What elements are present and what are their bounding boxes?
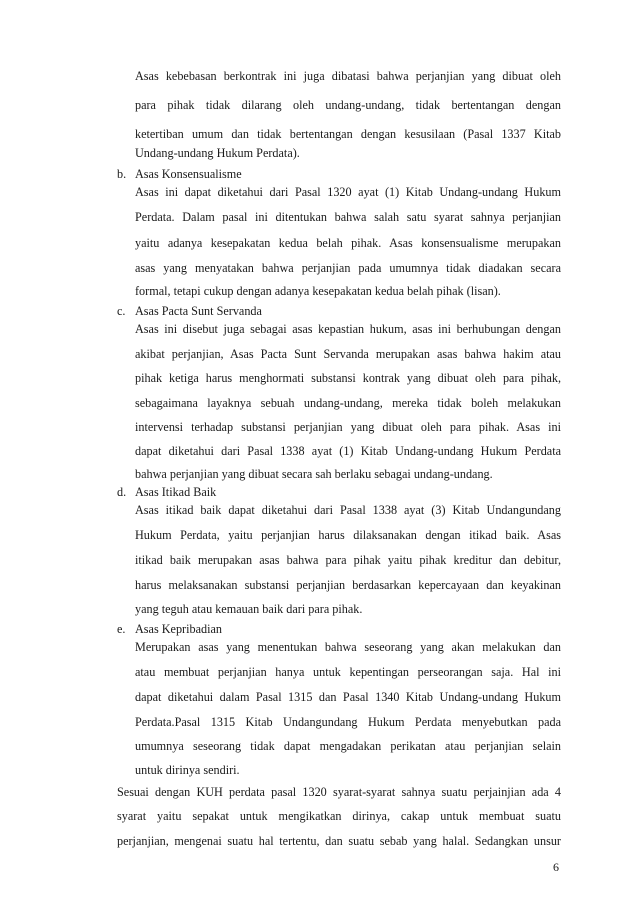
item-c-line-5: intervensi terhadap substansi perjanjian yang dibuat oleh para pihak. Asas ini [135, 420, 561, 434]
intro-line-4: Undang-undang Hukum Perdata). [135, 146, 300, 160]
final-line-3: perjanjian, mengenai suatu hal tertentu, dan suatu sebab yang halal. Sedangkan unsur [117, 834, 561, 848]
item-c-line-3: pihak ketiga harus menghormati substansi kontrak yang dibuat oleh para pihak, [135, 371, 561, 385]
item-c-line-6: dapat diketahui dari Pasal 1338 ayat (1) Kitab Undang-undang Hukum Perdata [135, 444, 561, 458]
item-c-line-7: bahwa perjanjian yang dibuat secara sah berlaku sebagai undang-undang. [135, 467, 493, 481]
item-c-line-4: sebagaimana layaknya sebuah undang-undang, mereka tidak boleh melakukan [135, 396, 561, 410]
item-e-line-2: atau membuat perjanjian hanya untuk kepentingan perseorangan saja. Hal ini [135, 665, 561, 679]
final-line-2: syarat yaitu sepakat untuk mengikatkan dirinya, cakap untuk membuat suatu [117, 809, 561, 823]
item-e-line-6: untuk dirinya sendiri. [135, 763, 240, 777]
item-d-line-1: Asas itikad baik dapat diketahui dari Pasal 1338 ayat (3) Kitab Undangundang [135, 503, 561, 517]
intro-line-3: ketertiban umum dan tidak bertentangan dengan kesusilaan (Pasal 1337 Kitab [135, 127, 561, 141]
item-d-line-3: itikad baik merupakan asas bahwa para pihak yaitu pihak kreditur dan debitur, [135, 553, 561, 567]
item-c-marker: c. [117, 304, 126, 318]
item-c-line-1: Asas ini disebut juga sebagai asas kepastian hukum, asas ini berhubungan dengan [135, 322, 561, 336]
item-e-marker: e. [117, 622, 126, 636]
item-d-line-4: harus melaksanakan substansi perjanjian berdasarkan kepercayaan dan keyakinan [135, 578, 561, 592]
item-e-line-1: Merupakan asas yang menentukan bahwa seseorang yang akan melakukan dan [135, 640, 561, 654]
item-c-title: Asas Pacta Sunt Servanda [135, 304, 262, 318]
intro-line-2: para pihak tidak dilarang oleh undang-undang, tidak bertentangan dengan [135, 98, 561, 112]
item-e-line-4: Perdata.Pasal 1315 Kitab Undangundang Hukum Perdata menyebutkan pada [135, 715, 561, 729]
item-e-line-5: umumnya seseorang tidak dapat mengadakan perikatan atau perjanjian selain [135, 739, 561, 753]
item-c-line-2: akibat perjanjian, Asas Pacta Sunt Servanda merupakan asas bahwa hakim atau [135, 347, 561, 361]
item-b-line-4: asas yang menyatakan bahwa perjanjian pada umumnya tidak diadakan secara [135, 261, 561, 275]
item-b-line-1: Asas ini dapat diketahui dari Pasal 1320 ayat (1) Kitab Undang-undang Hukum [135, 185, 561, 199]
intro-line-1: Asas kebebasan berkontrak ini juga dibatasi bahwa perjanjian yang dibuat oleh [135, 69, 561, 83]
item-b-marker: b. [117, 167, 127, 181]
item-d-line-5: yang teguh atau kemauan baik dari para pihak. [135, 602, 363, 616]
final-line-1: Sesuai dengan KUH perdata pasal 1320 syarat-syarat sahnya suatu perjainjian ada 4 [117, 785, 561, 799]
item-d-title: Asas Itikad Baik [135, 485, 217, 499]
item-b-line-3: yaitu adanya kesepakatan kedua belah pihak. Asas konsensualisme merupakan [135, 236, 561, 250]
item-e-title: Asas Kepribadian [135, 622, 222, 636]
item-e-line-3: dapat diketahui dalam Pasal 1315 dan Pasal 1340 Kitab Undang-undang Hukum [135, 690, 561, 704]
item-b-line-5: formal, tetapi cukup dengan adanya kesepakatan kedua belah pihak (lisan). [135, 284, 501, 298]
item-d-line-2: Hukum Perdata, yaitu perjanjian harus dilaksanakan dengan itikad baik. Asas [135, 528, 561, 542]
page-number: 6 [553, 860, 559, 874]
item-d-marker: d. [117, 485, 127, 499]
item-b-line-2: Perdata. Dalam pasal ini ditentukan bahwa salah satu syarat sahnya perjanjian [135, 210, 561, 224]
item-b-title: Asas Konsensualisme [135, 167, 242, 181]
